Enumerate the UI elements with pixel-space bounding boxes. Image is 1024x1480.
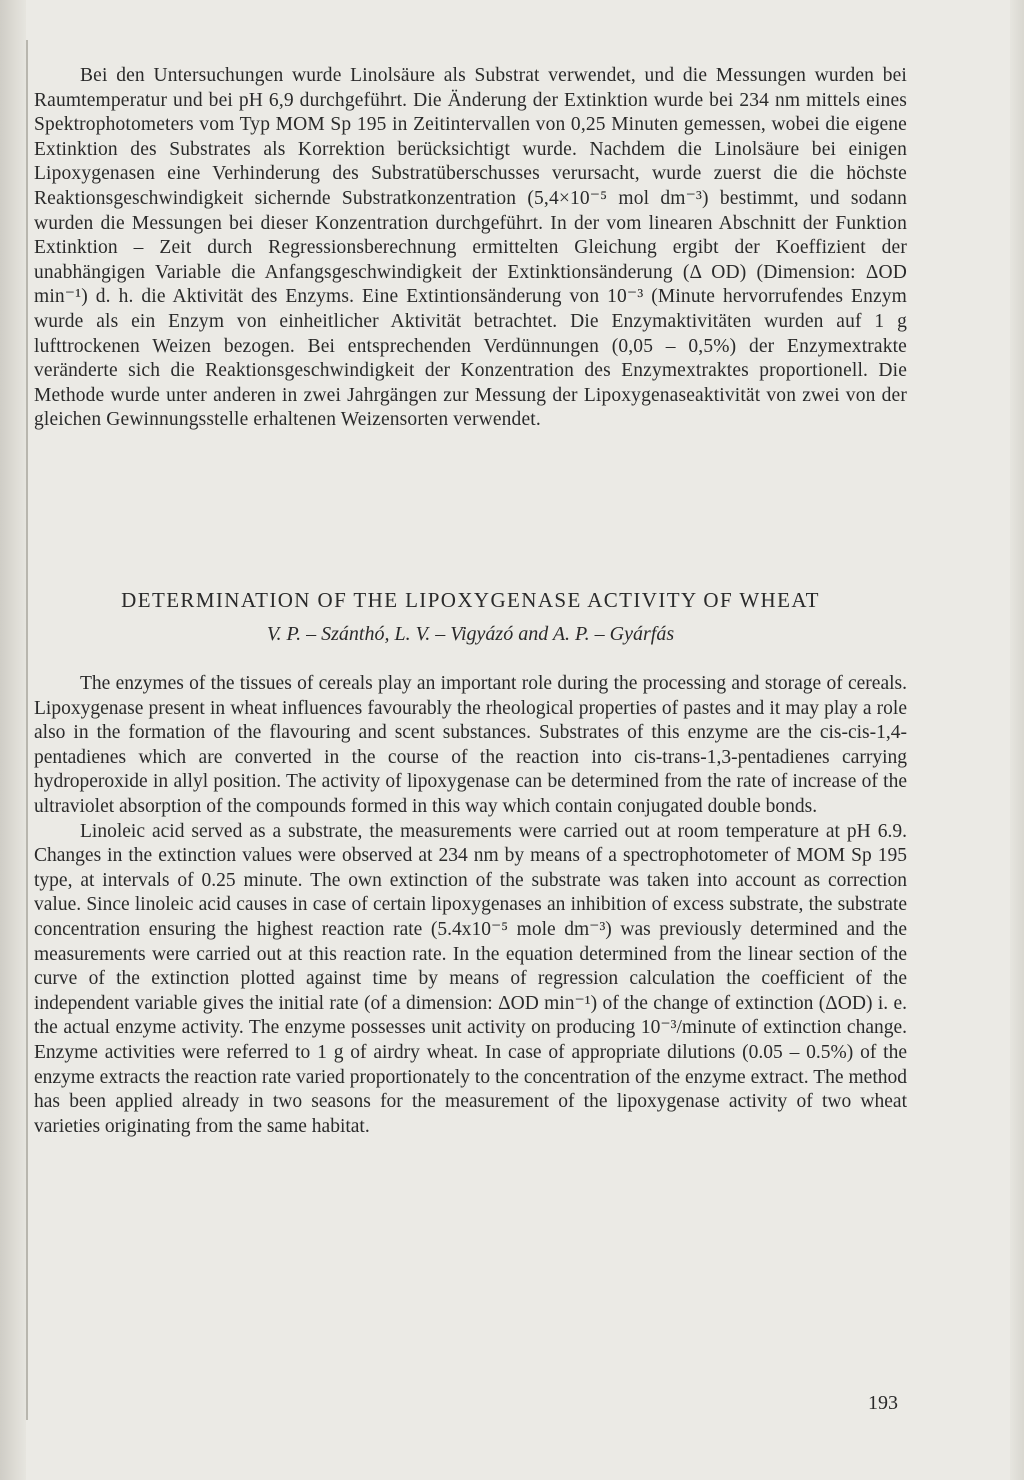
german-summary — [34, 64, 907, 433]
german-paragraph: Bei den Untersuchungen wurde Linolsäure als Substrat verwendet, und die Messungen wurden bei Raumtemperatur und bei pH 6,9 durchgeführt. Die Änderung der Extinktion wurde bei 234 nm mittels eines Spektrophotometers vom Typ MOM Sp 195 in Zeitintervallen von 0,25 Minuten gemessen, wobei die eigene Extinktion des Substrates als Korrektion berücksichtigt wurde. Nachdem die Linolsäure bei einigen Lipoxygenasen eine Verhinderung des Substratüberschusses verursacht, wurde zuerst die die höchste Reaktionsgeschwindigkeit sichernde Substratkonzentration (5,4×10⁻⁵ mol dm⁻³) bestimmt, und sodann wurden die Messungen bei dieser Konzentration durchgeführt. In der vom linearen Abschnitt der Funktion Extinktion – Zeit durch Regressionsberechnung ermittelten Gleichung ergibt der Koeffizient der unabhängigen Variable die Anfangsgeschwindigkeit der Extinktionsänderung (Δ OD) (Dimension: ΔOD min⁻¹) d. h. die Aktivität des Enzyms. Eine Extintionsänderung von 10⁻³ (Minute hervorrufendes Enzym wurde als ein Enzym von einheitlicher Aktivität betrachtet. Die Enzymaktivitäten wurden auf 1 g lufttrockenen Weizen bezogen. Bei entsprechenden Verdünnungen (0,05 – 0,5%) der Enzymextrakte veränderte sich die Reaktionsgeschwindigkeit der Konzentration des Enzymextraktes proportionell. Die Methode wurde unter anderen in zwei Jahrgängen zur Messung der Lipoxygenaseaktivität von zwei von der gleichen Gewinnungsstelle erhaltenen Weizensorten verwendet. — [34, 65, 907, 431]
english-paragraph-2: Linoleic acid served as a substrate, the measurements were carried out at room temperature at pH 6.9. Changes in the extinction values were observed at 234 nm by means of a spectrophotometer of MOM Sp 195 type, at intervals of 0.25 minute. The own extinction of the substrate was taken into account as correction value. Since linoleic acid causes in case of certain lipoxygenases an inhibition of excess substrate, the substrate concentration ensuring the highest reaction rate (5.4x10⁻⁵ mole dm⁻³) was previously determined and the measurements were carried out at this reaction rate. In the equation determined from the linear section of the curve of the extinction plotted against time by means of regression calculation the coefficient of the independent variable gives the initial rate (of a dimension: ΔOD min⁻¹) of the change of extinction (ΔOD) i. e. the actual enzyme activity. The enzyme possesses unit activity on producing 10⁻³/minute of extinction change. Enzyme activities were referred to 1 g of airdry wheat. In case of appropriate dilutions (0.05 – 0.5%) of the enzyme extracts the reaction rate varied proportionately to the concentration of the enzyme extract. The method has been applied already in two seasons for the measurement of the lipoxygenase activity of two wheat varieties originating from the same habitat. — [34, 820, 907, 1137]
binding-shadow-line — [26, 40, 28, 1420]
page-right-edge — [1010, 0, 1024, 1480]
english-summary-heading: DETERMINATION OF THE LIPOXYGENASE ACTIVITY OF WHEAT — [121, 588, 820, 612]
page-number: 193 — [868, 1392, 898, 1414]
english-summary — [34, 672, 907, 1139]
page-binding-edge — [0, 0, 26, 1480]
english-paragraph-1: The enzymes of the tissues of cereals play an important role during the processing and storage of cereals. Lipoxygenase present in wheat influences favourably the rheological properties of pastes and it may play a role also in the formation of the flavouring and scent substances. Substrates of this enzyme are the cis-cis-1,4-pentadienes which are converted in the course of the reaction into cis-trans-1,3-pentadienes carrying hydroperoxide in allyl position. The activity of lipoxygenase can be determined from the rate of increase of the ultraviolet absorption of the compounds formed in this way which contain conjugated double bonds. — [34, 673, 907, 817]
authors-line: V. P. – Szánthó, L. V. – Vigyázó and A. P. – Gyárfás — [266, 623, 675, 645]
